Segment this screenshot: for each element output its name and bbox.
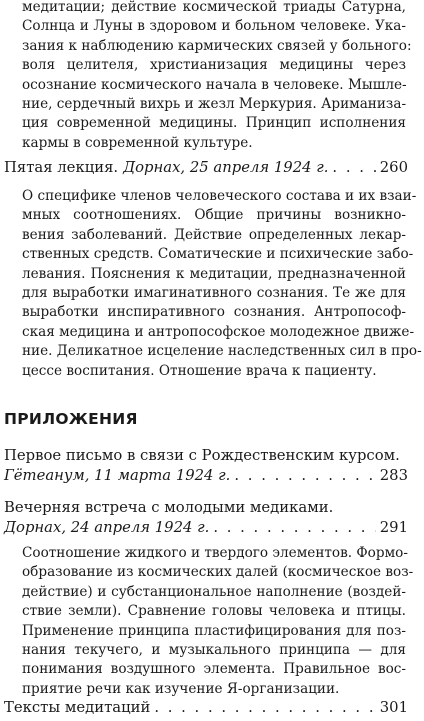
text-line: Применение принципа пластифицирования для поз- <box>22 622 406 639</box>
text-line: ская медицина и антропософское молодежное движе- <box>22 323 415 340</box>
text-line: цессе воспитания. Отношение врача к пациенту. <box>22 362 377 379</box>
text-line: Соотношение жидкого и твердого элементов. Формо- <box>22 545 408 561</box>
dot-leader <box>154 698 375 718</box>
text-line: выработки инспиративного сознания. Антропософ- <box>22 304 406 321</box>
text-line: понимания воздушного элемента. Правильное вос- <box>22 661 406 678</box>
entry-page-number: 283 <box>379 467 408 484</box>
entry-title: Тексты медитаций <box>4 699 151 716</box>
text-line: зания к наблюдению кармических связей у больного: <box>22 37 412 54</box>
text-line: О специфике членов человеческого состава и их взаи- <box>22 188 417 204</box>
toc-entry-evening-meeting[interactable] <box>4 498 408 538</box>
dot-leader <box>234 466 375 486</box>
entry-page-number: 260 <box>379 159 408 176</box>
toc-entry-lecture5[interactable] <box>4 158 408 178</box>
dot-leader <box>213 518 375 538</box>
top-description <box>22 0 412 153</box>
evening-meeting-description <box>22 544 414 699</box>
text-line: осознание космического начала в человеке. Мышле- <box>22 76 407 93</box>
text-line: вения заболеваний. Действие определенных лекар- <box>22 226 406 243</box>
text-line: образование из космических далей (космическое воз- <box>22 564 414 581</box>
toc-entry-meditations[interactable] <box>4 698 408 718</box>
lecture5-description <box>22 187 422 381</box>
text-line: ция современной медицины. Принцип исполнения <box>22 115 406 132</box>
toc-entry-first-letter[interactable] <box>4 446 408 486</box>
text-line: воля целителя, христианизация медицины через <box>22 57 406 74</box>
text-line: ствие земли). Сравнение головы человека и птицы. <box>22 603 406 620</box>
text-line: мных соотношениях. Общие причины возникно- <box>22 207 406 224</box>
text-line: действие) и субстанциональное наполнение (воздей- <box>22 583 406 600</box>
text-line: нания текучего, и музыкального принципа — для <box>22 642 406 659</box>
text-line: ственных средств. Соматические и психические забо- <box>22 246 414 263</box>
text-line: для выработки имагинативного сознания. Те же для <box>22 285 406 302</box>
text-line: приятие речи как изучение Я-организации. <box>22 680 340 697</box>
text-line: ние. Деликатное исцеление наследственных сил в про- <box>22 343 422 360</box>
entry-place-date: Гётеанум, 11 марта 1924 г. <box>4 467 231 484</box>
entry-place-date: Дорнах, 25 апреля 1924 г. <box>123 159 329 176</box>
text-line: ние, сердечный вихрь и жезл Меркурия. Ариманиза- <box>22 96 407 113</box>
entry-page-number: 301 <box>379 699 408 716</box>
entry-title: Вечерняя встреча с молодыми медиками. <box>4 499 334 516</box>
section-heading-appendices: ПРИЛОЖЕНИЯ <box>4 410 138 428</box>
entry-page-number: 291 <box>379 519 408 536</box>
text-line: левания. Пояснения к медитации, предназначенной <box>22 265 406 282</box>
entry-title: Первое письмо в связи с Рождественским курсом. <box>4 447 400 464</box>
text-line: медитации; действие космической триады Сатурна, <box>22 0 406 15</box>
dot-leader <box>332 158 375 178</box>
text-line: Солнца и Луны в здоровом и больном человеке. Ука- <box>22 18 406 35</box>
text-line: кармы в современной культуре. <box>22 134 253 151</box>
entry-title: Пятая лекция. <box>4 159 119 176</box>
entry-place-date: Дорнах, 24 апреля 1924 г. <box>4 519 210 536</box>
